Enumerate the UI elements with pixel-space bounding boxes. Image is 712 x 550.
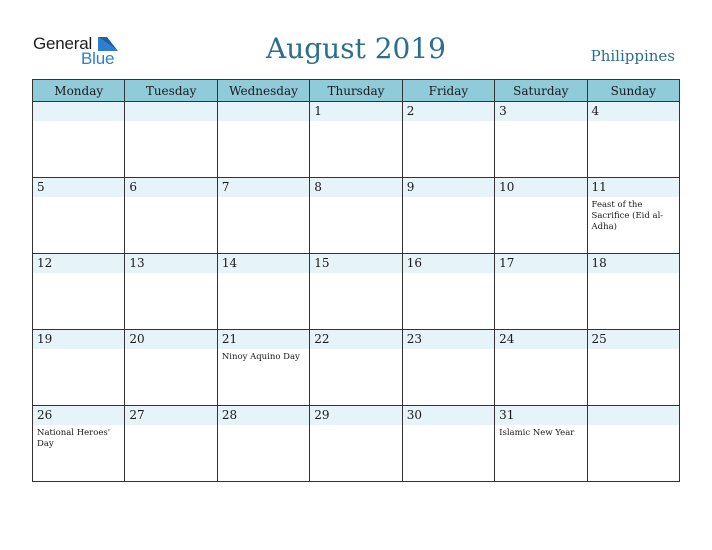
day-cell: [495, 254, 587, 330]
holiday-label: Feast of the Sacrifice (Eid al-Adha): [591, 200, 664, 232]
day-cell: [33, 330, 125, 406]
day-cell: [495, 178, 587, 254]
day-number: 6: [125, 178, 216, 197]
day-cell: [587, 178, 679, 254]
day-number: 24: [495, 330, 586, 349]
week-row: [33, 406, 680, 482]
day-cell: [495, 406, 587, 482]
day-number: 7: [218, 178, 309, 197]
day-cell: [217, 102, 309, 178]
weekday-friday: Friday: [402, 80, 494, 102]
day-number: 19: [33, 330, 124, 349]
day-cell: [125, 406, 217, 482]
day-cell: [310, 406, 402, 482]
day-number: [125, 102, 216, 121]
country-label: Philippines: [590, 47, 675, 65]
day-number: [33, 102, 124, 121]
weekday-thursday: Thursday: [310, 80, 402, 102]
day-cell: [310, 330, 402, 406]
week-row: [33, 330, 680, 406]
day-number: 18: [588, 254, 679, 273]
day-number: 29: [310, 406, 401, 425]
day-cell: [33, 406, 125, 482]
day-number: 30: [403, 406, 494, 425]
logo-text-general: General: [33, 34, 93, 53]
day-number: 10: [495, 178, 586, 197]
day-number: 26: [33, 406, 124, 425]
weekday-tuesday: Tuesday: [125, 80, 217, 102]
day-number: 1: [310, 102, 401, 121]
day-number: 12: [33, 254, 124, 273]
day-cell: [217, 330, 309, 406]
day-cell: [217, 406, 309, 482]
week-row: [33, 178, 680, 254]
day-number: 8: [310, 178, 401, 197]
day-number: 31: [495, 406, 586, 425]
day-cell: [217, 178, 309, 254]
day-cell: [402, 178, 494, 254]
day-number: 28: [218, 406, 309, 425]
weekday-saturday: Saturday: [495, 80, 587, 102]
day-number: 14: [218, 254, 309, 273]
day-cell: [402, 330, 494, 406]
day-number: 16: [403, 254, 494, 273]
day-number: [588, 406, 679, 425]
day-number: 11: [588, 178, 679, 197]
logo-text-blue: Blue: [81, 49, 115, 68]
week-row: [33, 254, 680, 330]
day-cell: [587, 406, 679, 482]
day-number: 15: [310, 254, 401, 273]
page-title: August 2019: [266, 32, 446, 65]
day-cell: [217, 254, 309, 330]
weekday-header-row: [33, 80, 680, 102]
weekday-monday: Monday: [33, 80, 125, 102]
day-cell: [33, 102, 125, 178]
day-number: 21: [218, 330, 309, 349]
day-cell: [310, 102, 402, 178]
holiday-label: Ninoy Aquino Day: [221, 352, 300, 362]
day-number: 4: [588, 102, 679, 121]
day-cell: [402, 102, 494, 178]
day-cell: [125, 330, 217, 406]
week-row: [33, 102, 680, 178]
day-number: [218, 102, 309, 121]
calendar-grid: [32, 79, 680, 482]
day-number: 13: [125, 254, 216, 273]
day-number: 2: [403, 102, 494, 121]
holiday-label: Islamic New Year: [499, 428, 575, 438]
day-number: 20: [125, 330, 216, 349]
day-cell: [587, 254, 679, 330]
day-cell: [587, 330, 679, 406]
day-cell: [310, 178, 402, 254]
day-number: 25: [588, 330, 679, 349]
calendar-weeks: [33, 102, 680, 482]
weekday-wednesday: Wednesday: [217, 80, 309, 102]
weekday-sunday: Sunday: [587, 80, 679, 102]
day-cell: [402, 406, 494, 482]
day-number: 22: [310, 330, 401, 349]
day-cell: [125, 254, 217, 330]
day-cell: [33, 254, 125, 330]
day-number: 17: [495, 254, 586, 273]
day-cell: [587, 102, 679, 178]
holiday-label: National Heroes' Day: [37, 428, 111, 449]
day-cell: [125, 178, 217, 254]
day-cell: [495, 330, 587, 406]
day-cell: [125, 102, 217, 178]
day-cell: [33, 178, 125, 254]
day-number: 23: [403, 330, 494, 349]
day-cell: [310, 254, 402, 330]
day-cell: [495, 102, 587, 178]
day-number: 5: [33, 178, 124, 197]
day-number: 27: [125, 406, 216, 425]
day-number: 9: [403, 178, 494, 197]
day-cell: [402, 254, 494, 330]
day-number: 3: [495, 102, 586, 121]
